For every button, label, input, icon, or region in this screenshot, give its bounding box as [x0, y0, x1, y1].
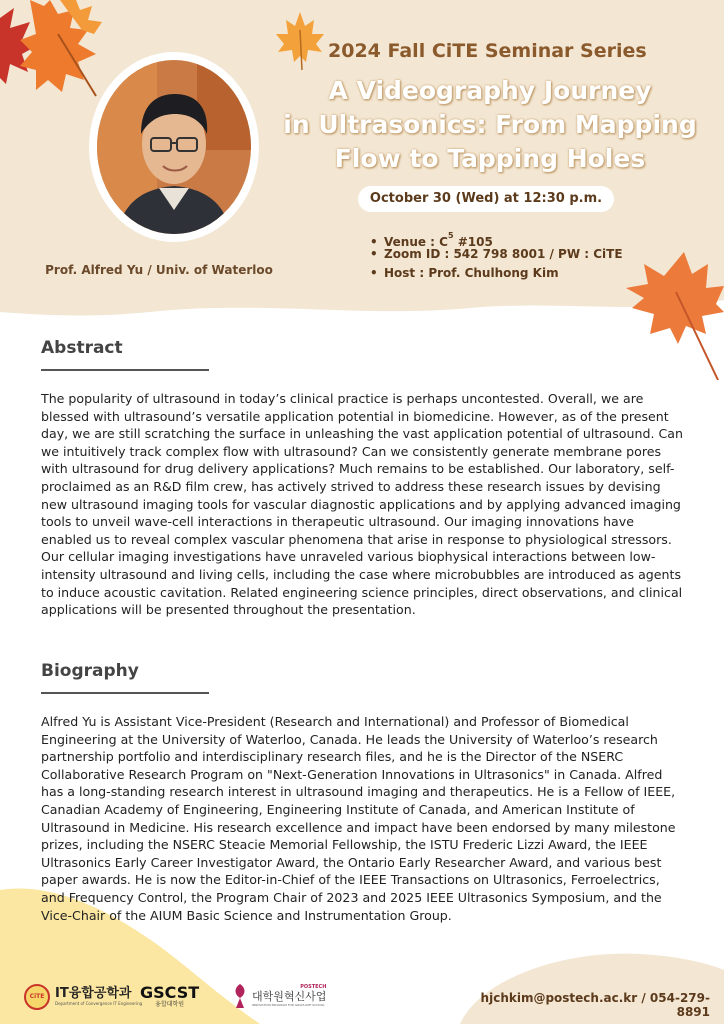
host-item: • Host : Prof. Chulhong Kim [370, 266, 559, 280]
maple-leaf-small [276, 12, 324, 70]
cite-logo-text: IT융합공학과 [55, 986, 132, 1001]
talk-title [270, 74, 710, 176]
postech-logo-subtitle: INNOVATION PROGRAM FOR GRADUATE SCHOOL [252, 1003, 325, 1007]
zoom-item: • Zoom ID : 542 798 8001 / PW : CiTE [370, 247, 623, 261]
venue-item: • Venue : $C^5$ #105 [370, 231, 493, 249]
venue-room: #105 [453, 235, 493, 249]
cite-logo [24, 984, 142, 1010]
gscst-logo [140, 984, 199, 1009]
postech-logo-top: POSTECH [300, 984, 327, 990]
abstract-divider [41, 369, 209, 371]
zoom-info: Zoom ID : 542 798 8001 / PW : CiTE [384, 247, 623, 261]
gscst-logo-text: GSCST [140, 983, 200, 1002]
talk-title-line: in Ultrasonics: From Mapping [283, 110, 697, 139]
venue-superscript: 5 [447, 231, 454, 240]
biography-heading: Biography [41, 661, 139, 681]
series-title: 2024 Fall CiTE Seminar Series [328, 40, 647, 62]
speaker-name: Prof. Alfred Yu / Univ. of Waterloo [45, 263, 273, 277]
cite-logo-subtitle: Department of Convergence IT Engineering [55, 1001, 143, 1006]
contact-info: hjchkim@postech.ac.kr / 054-279-8891 [480, 991, 710, 1019]
host-info: Host : Prof. Chulhong Kim [384, 266, 559, 280]
biography-divider [41, 692, 209, 694]
abstract-text: The popularity of ultrasound in today’s clinical practice is perhaps uncontested. Overall, we are blessed with ultrasound’s versatile application potential in biomedicine. However, as of the present day, we are still scratching the surface in unleashing the vast application potential of ultrasound. Can we intuitively track complex flow with ultrasound? Can we consistently generate membrane pores with ultrasound for drug delivery applications? Much remains to be established. Our laboratory, self-proclaimed as an R&D film crew, has actively strived to address these research issues by devising new ultrasound imaging tools for vascular diagnostic applications and by applying advanced imaging tools to unveil wave-cell interactions in therapeutic ultrasound. Our imaging innovations have enabled us to reveal complex vascular phenomena that arise in response to physiological stressors. Our cellular imaging investigations have unraveled various biophysical interactions between low-intensity ultrasound and living cells, including the case where microbubbles are introduced as agents to induce acoustic cavitation. Related engineering science principles, direct observations, and clinical applications will be presented throughout the presentation. [41, 391, 683, 618]
talk-title-line: Flow to Tapping Holes [334, 144, 646, 173]
postech-emblem-icon [232, 984, 248, 1008]
speaker-photo [97, 60, 251, 234]
talk-title-line: A Videography Journey [328, 76, 652, 105]
cite-badge: CiTE [24, 984, 50, 1010]
postech-logo [232, 984, 326, 1008]
date-badge: October 30 (Wed) at 12:30 p.m. [358, 186, 614, 212]
event-details [370, 226, 623, 283]
biography-text: Alfred Yu is Assistant Vice-President (Research and International) and Professor of Biomedical Engineering at the University of Waterloo, Canada. He leads the University of Waterloo’s research partnership portfolio and interdisciplinary research files, and he is the Director of the NSERC Collaborative Research Program on "Next-Generation Innovations in Ultrasonics" in Canada. Alfred has a long-standing research interest in ultrasound imaging and therapeutics. He is a Fellow of IEEE, Canadian Academy of Engineering, Engineering Institute of Canada, and American Institute of Ultrasound in Medicine. His research excellence and impact have been endorsed by many milestone prizes, including the NSERC Steacie Memorial Fellowship, the ISTU Frederic Lizzi Award, the IEEE Ultrasonics Early Career Investigator Award, the Ontario Early Researcher Award, and various best paper awards. He is now the Editor-in-Chief of the IEEE Transactions on Ultrasonics, Ferroelectrics, and Frequency Control, the Program Chair of 2023 and 2025 IEEE Ultrasonics Symposium, and the Vice-Chair of the AIUM Basic Science and Instrumentation Group. [41, 714, 676, 923]
postech-logo-text: 대학원혁신사업 [252, 990, 327, 1003]
venue-label: Venue : C [384, 235, 448, 249]
maple-leaf-right [622, 252, 724, 380]
abstract-heading: Abstract [41, 338, 123, 358]
gscst-logo-subtitle: 융합대학원 [155, 1001, 185, 1008]
